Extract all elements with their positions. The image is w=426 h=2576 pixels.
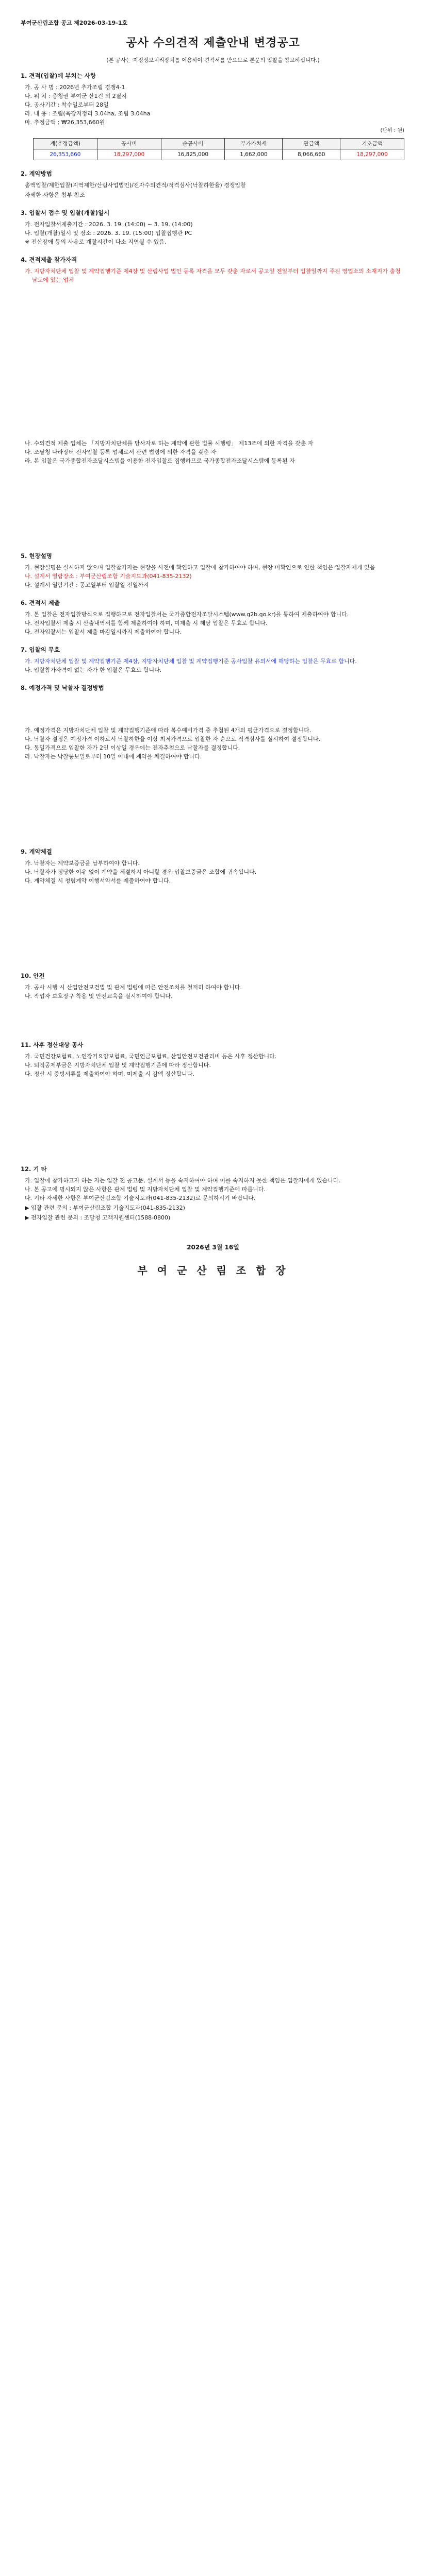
section-contract-method bbox=[21, 170, 405, 199]
spacer bbox=[21, 1088, 405, 1165]
spacer bbox=[21, 284, 405, 439]
contract-method-note: 자세한 사항은 첨부 참조 bbox=[25, 192, 85, 199]
section-heading: 4. 견적제출 참가자격 bbox=[21, 256, 77, 264]
page-subtitle: (본 공사는 지정정보처리장치를 이용하여 견적서를 받으므로 본문의 입찰을 참고하십니다.) bbox=[106, 57, 320, 64]
contract-item: 가. 낙찰자는 계약보증금을 납부하여야 합니다. bbox=[25, 860, 140, 867]
site-item: 다. 설계서 열람기간 : 공고일부터 입찰일 전일까지 bbox=[25, 582, 149, 589]
item-content: 라. 내 용 : 조림(육장지정리 3.04ha, 조림 3.04ha bbox=[25, 110, 151, 117]
contact-info: ▶ 전자입찰 관련 문의 : 조달청 고객지원센터(1588-0800) bbox=[25, 1214, 171, 1222]
misc-item: 가. 입찰에 참가하고자 하는 자는 입찰 전 공고문, 설계서 등을 숙지하여야 하며 이를 숙지하지 못한 책임은 입찰자에게 있습니다. bbox=[25, 1177, 340, 1184]
cost-header-construction: 공사비 bbox=[97, 138, 161, 149]
section-invalid-bids bbox=[21, 646, 405, 674]
settlement-item: 다. 정산 시 증빙서류를 제출하여야 하며, 미제출 시 감액 정산합니다. bbox=[25, 1070, 194, 1077]
unit-label: (단위 : 원) bbox=[380, 128, 404, 134]
award-item: 나. 낙찰자 결정은 예정가격 이하로서 낙찰하한율 이상 최저가격으로 입찰한 자 순으로 적격심사를 실시하여 결정합니다. bbox=[25, 736, 321, 743]
site-item: 가. 현장설명은 실시하지 않으며 입찰참가자는 현장을 사전에 확인하고 입찰에 참가하여야 하며, 현장 미확인으로 인한 책임은 입찰자에게 있음 bbox=[25, 564, 375, 571]
misc-item: 나. 본 공고에 명시되지 않은 사항은 관계 법령 및 지방자치단체 입찰 및 계약집행기준에 따릅니다. bbox=[25, 1185, 266, 1193]
section-heading: 3. 입찰서 접수 및 입찰(개찰)일시 bbox=[21, 209, 110, 217]
section-heading: 9. 계약체결 bbox=[21, 848, 52, 856]
section-submission bbox=[21, 599, 405, 636]
eligibility-item: 가. 지방자치단체 입찰 및 계약집행기준 제4장 및 산림사업 법인 등록 자격을 모두 갖춘 자로서 공고일 전일부터 입찰일까지 주된 영업소의 소재지가 충청남도에 있는 업체 bbox=[25, 268, 401, 284]
section-settlement bbox=[21, 1041, 405, 1078]
section-schedule bbox=[21, 209, 405, 246]
section-heading: 7. 입찰의 무효 bbox=[21, 646, 60, 654]
safety-item: 나. 작업자 보호장구 착용 및 안전교육을 실시하여야 합니다. bbox=[25, 993, 173, 1000]
cost-vat: 1,662,000 bbox=[225, 149, 283, 160]
section-bid-items bbox=[21, 72, 405, 160]
submission-item: 다. 전자입찰서는 입찰서 제출 마감일시까지 제출하여야 합니다. bbox=[25, 629, 182, 636]
schedule-opening: 나. 입찰(개찰)일시 및 장소 : 2026. 3. 19. (15:00) 입찰집행관 PC bbox=[25, 230, 192, 237]
spacer bbox=[21, 770, 405, 848]
cost-base: 18,297,000 bbox=[340, 149, 404, 160]
section-misc bbox=[21, 1165, 405, 1222]
cost-net: 16,825,000 bbox=[161, 149, 225, 160]
section-heading: 11. 사후 정산대상 공사 bbox=[21, 1041, 84, 1049]
cost-header-net: 순공사비 bbox=[161, 138, 225, 149]
cost-total: 26,353,660 bbox=[34, 149, 97, 160]
section-site-briefing bbox=[21, 552, 405, 589]
section-eligibility bbox=[21, 256, 405, 465]
invalid-item: 가. 지방자치단체 입찰 및 계약집행기준 제4장, 지방자치단체 입찰 및 계약집행기준 공사입찰 유의서에 해당하는 입찰은 무효로 합니다. bbox=[25, 658, 357, 665]
item-location: 나. 위 치 : 충청권 부여군 산1건 외 2필지 bbox=[25, 93, 127, 100]
misc-item: 다. 기타 자세한 사항은 부여군산림조합 기술지도과(041-835-2132)로 문의하시기 바랍니다. bbox=[25, 1194, 256, 1201]
section-heading: 10. 안전 bbox=[21, 972, 45, 980]
site-item: 나. 설계서 열람장소 : 부여군산림조합 기술지도과(041-835-2132) bbox=[25, 573, 192, 580]
contact-info: ▶ 입찰 관련 문의 : 부여군산림조합 기술지도과(041-835-2132) bbox=[25, 1204, 185, 1211]
eligibility-item: 다. 조달청 나라장터 전자입찰 등록 업체로서 관련 법령에 의한 자격을 갖춘 자 bbox=[25, 449, 217, 456]
spacer bbox=[21, 695, 405, 726]
table-row bbox=[34, 149, 404, 160]
submission-item: 나. 전자입찰서 제출 시 산출내역서를 함께 제출하여야 하며, 미제출 시 해당 입찰은 무효로 합니다. bbox=[25, 620, 268, 627]
contract-item: 나. 낙찰자가 정당한 이유 없이 계약을 체결하지 아니할 경우 입찰보증금은 조합에 귀속됩니다. bbox=[25, 869, 257, 876]
issuer-name: 부 여 군 산 림 조 합 장 bbox=[137, 1264, 289, 1277]
cost-header-total: 계(추정금액) bbox=[34, 138, 97, 149]
award-item: 가. 예정가격은 지방자치단체 입찰 및 계약집행기준에 따라 복수예비가격 중 추첨된 4개의 평균가격으로 결정합니다. bbox=[25, 727, 312, 734]
eligibility-item: 나. 수의견적 제출 업체는 「지방자치단체를 당사자로 하는 계약에 관한 법률 시행령」 제13조에 의한 자격을 갖춘 자 bbox=[25, 440, 314, 447]
section-heading: 5. 현장설명 bbox=[21, 552, 52, 560]
section-heading: 2. 계약방법 bbox=[21, 170, 52, 178]
cost-header-base: 기초금액 bbox=[340, 138, 404, 149]
safety-item: 가. 공사 시행 시 산업안전보건법 및 관계 법령에 따른 안전조치를 철저히 하여야 합니다. bbox=[25, 984, 242, 991]
item-estimate: 마. 추정금액 : ₩26,353,660원 bbox=[25, 119, 105, 126]
settlement-item: 나. 퇴직공제부금은 지방자치단체 입찰 및 계약집행기준에 따라 정산합니다. bbox=[25, 1061, 211, 1069]
cost-construction: 18,297,000 bbox=[97, 149, 161, 160]
notice-number: 부여군산림조합 공고 제2026-03-19-1호 bbox=[21, 20, 128, 26]
cost-government: 8,066,660 bbox=[283, 149, 340, 160]
invalid-item: 나. 입찰참가자격이 없는 자가 한 입찰은 무효로 합니다. bbox=[25, 667, 162, 674]
notice-date: 2026년 3월 16일 bbox=[187, 1244, 239, 1251]
section-safety bbox=[21, 972, 405, 1001]
spacer bbox=[21, 474, 405, 552]
section-heading: 6. 견적서 제출 bbox=[21, 599, 60, 607]
section-contract bbox=[21, 848, 405, 885]
schedule-submission: 가. 전자입찰서제출기간 : 2026. 3. 19. (14:00) ~ 3. 19. (14:00) bbox=[25, 221, 193, 228]
contract-item: 다. 계약체결 시 청렴계약 이행서약서를 제출하여야 합니다. bbox=[25, 877, 171, 885]
schedule-note: ※ 전산장애 등의 사유로 개찰시간이 다소 지연될 수 있음. bbox=[25, 239, 167, 246]
spacer bbox=[21, 894, 405, 972]
item-period: 다. 공사기간 : 착수일로부터 28일 bbox=[25, 101, 109, 109]
item-project-name: 가. 공 사 명 : 2026년 추가조림 경쟁4-1 bbox=[25, 84, 125, 91]
section-award bbox=[21, 684, 405, 761]
contract-method-text: 총액입찰/제한입찰(지역제한/산림사업법인)/전자수의견적/적격심사(낙찰하한율) 경쟁입찰 bbox=[25, 182, 246, 189]
cost-header-government: 관급액 bbox=[283, 138, 340, 149]
cost-header-vat: 부가가치세 bbox=[225, 138, 283, 149]
section-heading: 1. 견적(입찰)에 부치는 사항 bbox=[21, 72, 96, 80]
page-title: 공사 수의견적 제출안내 변경공고 bbox=[126, 37, 300, 50]
eligibility-item: 라. 본 입찰은 국가종합전자조달시스템을 이용한 전자입찰로 집행하므로 국가종합전자조달시스템에 등록된 자 bbox=[25, 457, 295, 465]
section-heading: 8. 예정가격 및 낙찰자 결정방법 bbox=[21, 684, 104, 692]
settlement-item: 가. 국민건강보험료, 노인장기요양보험료, 국민연금보험료, 산업안전보건관리비 등은 사후 정산합니다. bbox=[25, 1053, 277, 1060]
cost-table bbox=[33, 138, 404, 161]
spacer bbox=[21, 1010, 405, 1041]
submission-item: 가. 본 입찰은 전자입찰방식으로 집행하므로 전자입찰서는 국가종합전자조달시스템(www.g2b.go.kr)을 통하여 제출하여야 합니다. bbox=[25, 611, 349, 618]
section-heading: 12. 기 타 bbox=[21, 1165, 47, 1173]
award-item: 다. 동일가격으로 입찰한 자가 2인 이상일 경우에는 전자추첨으로 낙찰자를 결정합니다. bbox=[25, 744, 240, 752]
award-item: 라. 낙찰자는 낙찰통보일로부터 10일 이내에 계약을 체결하여야 합니다. bbox=[25, 753, 202, 760]
